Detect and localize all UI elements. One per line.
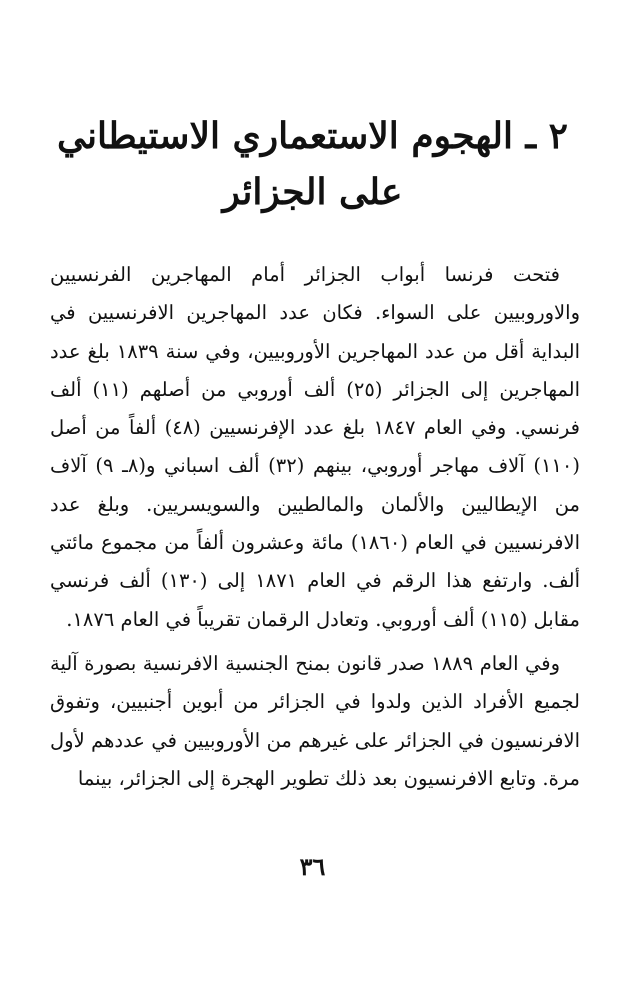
paragraph-2: وفي العام ١٨٨٩ صدر قانون بمنح الجنسية الافرنسية بصورة آلية لجميع الأفراد الذين ولدوا في الجزائر من أبوين أجنبيين، وتفوق الافرنسيون في الجزائر على غيرهم من الأوروبيين في عددهم لأول مرة. وتابع الافرنسيون بعد ذلك تطوير الهجرة إلى الجزائر، بينما [50, 651, 580, 790]
paragraph-1: فتحت فرنسا أبواب الجزائر أمام المهاجرين الفرنسيين والاوروبيين على السواء. فكان عدد المهاجرين الافرنسيين في البداية أقل من عدد المهاجرين الأوروبيين، وفي سنة ١٨٣٩ بلغ عدد المهاجرين إلى الجزائر (٢٥) ألف أوروبي من أصلهم (١١) ألف فرنسي. وفي العام ١٨٤٧ بلغ عدد الإفرنسيين (٤٨) ألفاً من أصل (١١٠) آلاف مهاجر أوروبي، بينهم (٣٢) ألف اسباني و(٨ـ ٩) آلاف من الإيطاليين والألمان والمالطيين والسويسريين. وبلغ عدد الافرنسيين في العام (١٨٦٠) مائة وعشرون ألفاً من مجموع مائتي ألف. وارتفع هذا الرقم في العام ١٨٧١ إلى (١٣٠) ألف فرنسي مقابل (١١٥) ألف أوروبي. وتعادل الرقمان تقريباً في العام ١٨٧٦. [50, 263, 581, 631]
chapter-heading-line-2: على الجزائر [222, 171, 403, 213]
chapter-heading-line-1: ٢ ـ الهجوم الاستعماري الاستيطاني [57, 115, 568, 157]
page-number: ٣٦ [299, 852, 326, 881]
chapter-heading [40, 108, 585, 220]
body-text [50, 256, 580, 798]
